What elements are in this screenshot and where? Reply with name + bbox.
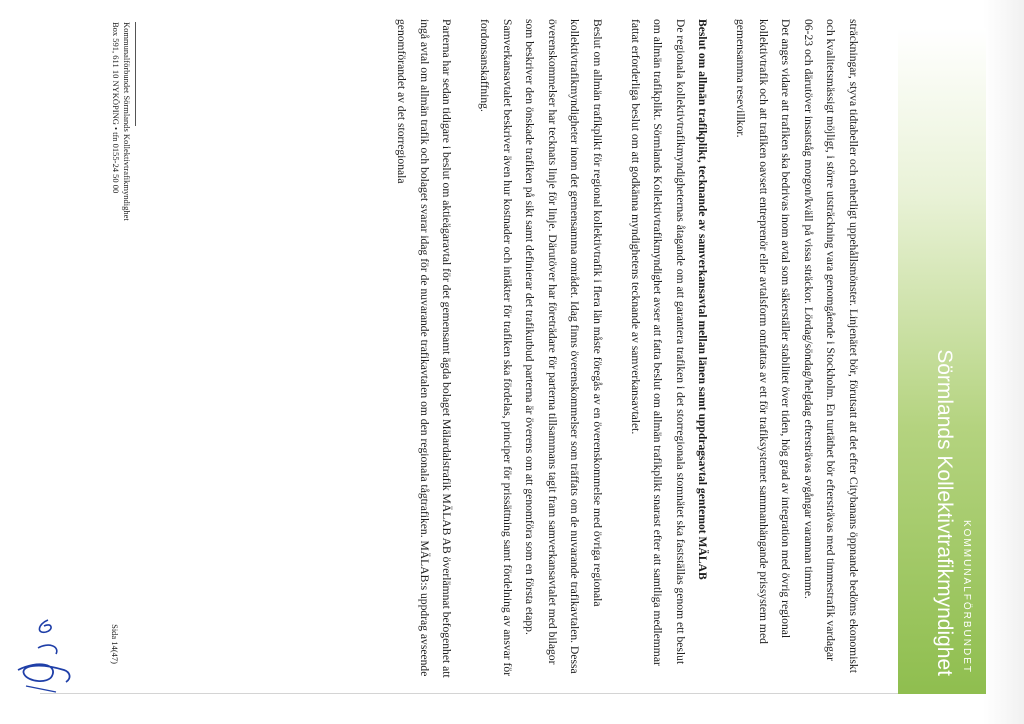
footer-line-2: Box 591, 611 10 NYKÖPING • tfn 0155-24 50 00 xyxy=(111,22,121,194)
paragraph-4: Beslut om allmän trafikplikt för regional kollektivtrafik i flera län måste föregås av en överenskommelse med övriga regionala kollektivtrafikmyndigheter inom det gemensamma området. Idag finns överenskommelser som träffats om de nuvarande trafikavtalen. Dessa överenskommelser har tecknats linje för linje. Därutöver har företrädare för parterna tillsammans tagit fram samverkansavtalet med bilagor som beskriver den önskade trafiken på sikt samt definierar det trafikutbud parterna är överens om att genomföra som en första etapp. Samverkansavtalet beskriver även hur kostnader och intäkter för trafiken ska fördelas, principer för prissättning samt fördelning av ansvar för fordonsanskaffning. xyxy=(478,19,605,677)
paragraph-spacer xyxy=(713,19,728,679)
paragraph-5: Parterna har sedan tidigare i beslut om aktieägaravtal för det gemensamt ägda bolaget Mälardalstrafik MÄLAB AB överlämnat befogenhet att ingå avtal om allmän trafik och bolaget svarar idag för de nuvarande trafikavtalen om den regionala tågtrafiken. MÄLAB:s uppdrag avseende genomförandet av det storregionala xyxy=(395,19,454,678)
handwritten-signature-icon xyxy=(8,612,78,702)
header-banner xyxy=(898,28,986,694)
paragraph-1: sträckningar, styva tidtabeller och enhetligt uppehållsmönster. Linjenätet bör, förutsatt att det efter Citybanans öppnande bedöms ekonomiskt och kvalitetsmässigt möjligt, i större utsträckning vara genomgående i Stockholm. En turtäthet bör eftersträvas med timmestrafik vardagar 06-23 och därutöver insatståg morgon/kväll på vissa sträckor. Lördag/söndag/helgdag eftersträvas avgångar varannan timme. xyxy=(801,19,860,673)
paragraph-spacer xyxy=(458,19,473,679)
page-number: Sida 14(47) xyxy=(110,624,120,664)
paragraph-spacer xyxy=(608,19,623,679)
footer-line-1: Kommunalförbundet Sörmlands Kollektivtrafikmyndighet xyxy=(122,22,132,221)
paragraph-2: Det anges vidare att trafiken ska bedrivas inom avtal som säkerställer stabilitet över tiden, hög grad av integration med övrig regional kollektivtrafik och att trafiken oavsett entreprenör eller avtalsform omfattas av ett för trafiksystemet sammanhängande prissystem med gemensamma resevillkor. xyxy=(734,19,793,644)
footer-rule xyxy=(135,22,136,126)
header-title: Sörmlands Kollektivtrafikmyndighet xyxy=(933,349,956,676)
header-kicker: KOMMUNALFÖRBUNDET xyxy=(961,519,972,674)
document-body xyxy=(390,19,864,679)
rotated-document-page xyxy=(66,14,986,694)
section-heading: Beslut om allmän trafikplikt, tecknande av samverkansavtal mellan länen samt uppdragsavtal gentemot MÄLAB xyxy=(696,19,710,580)
footer-address xyxy=(110,22,132,221)
paragraph-3: De regionala kollektivtrafikmyndigheternas åtagande om att garantera trafiken i det storregionala stomnätet ska fastställas genom ett beslut om allmän trafikplikt. Sörmlands Kollektivtrafikmyndighet avser att fatta beslut om allmän trafikplikt snarast efter att samtliga medlemmar fattat erforderliga beslut om att godkänna myndighetens tecknande av samverkansavtalet. xyxy=(628,19,687,666)
